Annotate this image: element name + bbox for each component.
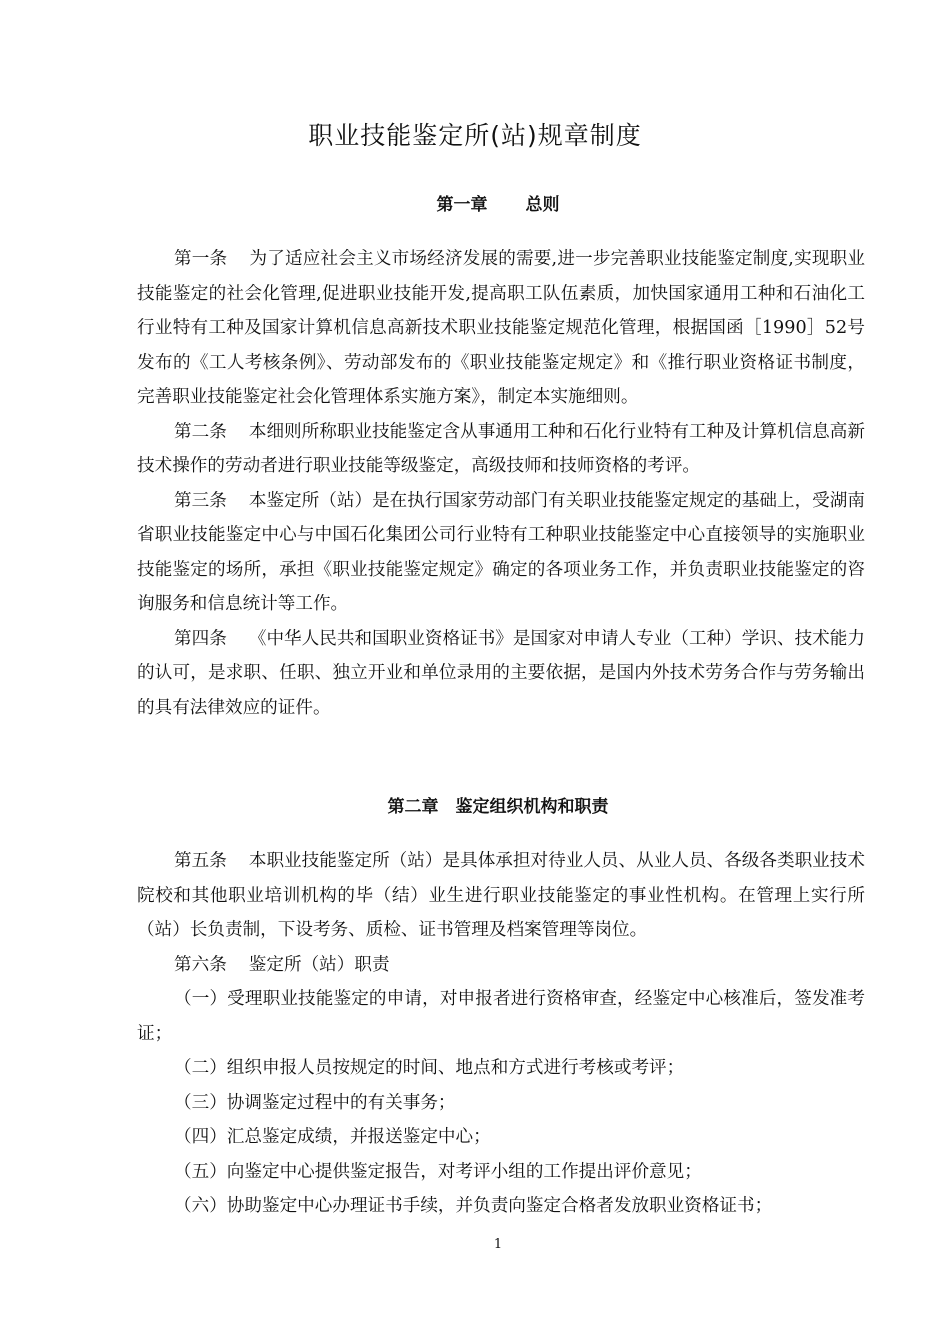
article-6-label: 第六条 bbox=[174, 954, 227, 975]
chapter-2-body bbox=[137, 844, 865, 1224]
article-5-text: 本职业技能鉴定所（站）是具体承担对待业人员、从业人员、各级各类职业技术院校和其他职业培训机构的毕（结）业生进行职业技能鉴定的事业性机构。在管理上实行所（站）长负责制，下设考务、质检、证书管理及档案管理等岗位。 bbox=[137, 851, 865, 940]
article-3-text: 本鉴定所（站）是在执行国家劳动部门有关职业技能鉴定规定的基础上，受湖南省职业技能鉴定中心与中国石化集团公司行业特有工种职业技能鉴定中心直接领导的实施职业技能鉴定的场所，承担《职业技能鉴定规定》确定的各项业务工作，并负责职业技能鉴定的咨询服务和信息统计等工作。 bbox=[137, 490, 865, 614]
page-number: 1 bbox=[493, 1237, 503, 1252]
article-3-label: 第三条 bbox=[174, 490, 227, 511]
article-3 bbox=[137, 484, 865, 622]
article-4 bbox=[137, 622, 865, 726]
article-5-label: 第五条 bbox=[174, 851, 227, 871]
duty-item: （四）汇总鉴定成绩，并报送鉴定中心； bbox=[174, 1127, 491, 1147]
chapter-1-heading bbox=[0, 192, 950, 218]
chapter-2-name: 鉴定组织机构和职责 bbox=[455, 797, 609, 817]
chapter-2-label: 第二章 bbox=[387, 797, 439, 817]
article-4-text: 《中华人民共和国职业资格证书》是国家对申请人专业（工种）学识、技术能力的认可，是求职、任职、独立开业和单位录用的主要依据，是国内外技术劳务合作与劳务输出的具有法律效应的证件。 bbox=[137, 628, 865, 718]
duty-item: （三）协调鉴定过程中的有关事务； bbox=[174, 1092, 456, 1113]
article-5 bbox=[137, 844, 865, 948]
document-title: 职业技能鉴定所(站)规章制度 bbox=[308, 121, 642, 150]
chapter-1-body bbox=[137, 242, 865, 725]
article-1 bbox=[137, 242, 865, 415]
article-2 bbox=[137, 415, 865, 484]
article-6 bbox=[137, 948, 865, 983]
chapter-2-heading bbox=[0, 794, 950, 820]
article-2-label: 第二条 bbox=[174, 421, 227, 442]
article-2-text: 本细则所称职业技能鉴定含从事通用工种和石化行业特有工种及计算机信息高新技术操作的劳动者进行职业技能等级鉴定，高级技师和技师资格的考评。 bbox=[137, 421, 865, 476]
article-4-label: 第四条 bbox=[174, 628, 227, 649]
article-1-text: 为了适应社会主义市场经济发展的需要,进一步完善职业技能鉴定制度,实现职业技能鉴定的社会化管理,促进职业技能开发,提高职工队伍素质，加快国家通用工种和石油化工行业特有工种及国家计算机信息高新技术职业技能鉴定规范化管理，根据国函［1990］52号发布的《工人考核条例》、劳动部发布的《职业技能鉴定规定》和《推行职业资格证书制度，完善职业技能鉴定社会化管理体系实施方案》，制定本实施细则。 bbox=[137, 249, 865, 407]
chapter-1-label: 第一章 bbox=[436, 195, 488, 215]
duty-item: （一）受理职业技能鉴定的申请，对申报者进行资格审查，经鉴定中心核准后，签发准考证； bbox=[137, 989, 865, 1044]
duty-item: （六）协助鉴定中心办理证书手续，并负责向鉴定合格者发放职业资格证书； bbox=[174, 1196, 773, 1216]
article-6-text: 鉴定所（站）职责 bbox=[248, 954, 390, 975]
chapter-1-name: 总则 bbox=[525, 195, 560, 215]
duty-item: （二）组织申报人员按规定的时间、地点和方式进行考核或考评； bbox=[174, 1058, 685, 1078]
article-1-label: 第一条 bbox=[174, 249, 228, 269]
duty-item: （五）向鉴定中心提供鉴定报告，对考评小组的工作提出评价意见； bbox=[174, 1161, 702, 1182]
